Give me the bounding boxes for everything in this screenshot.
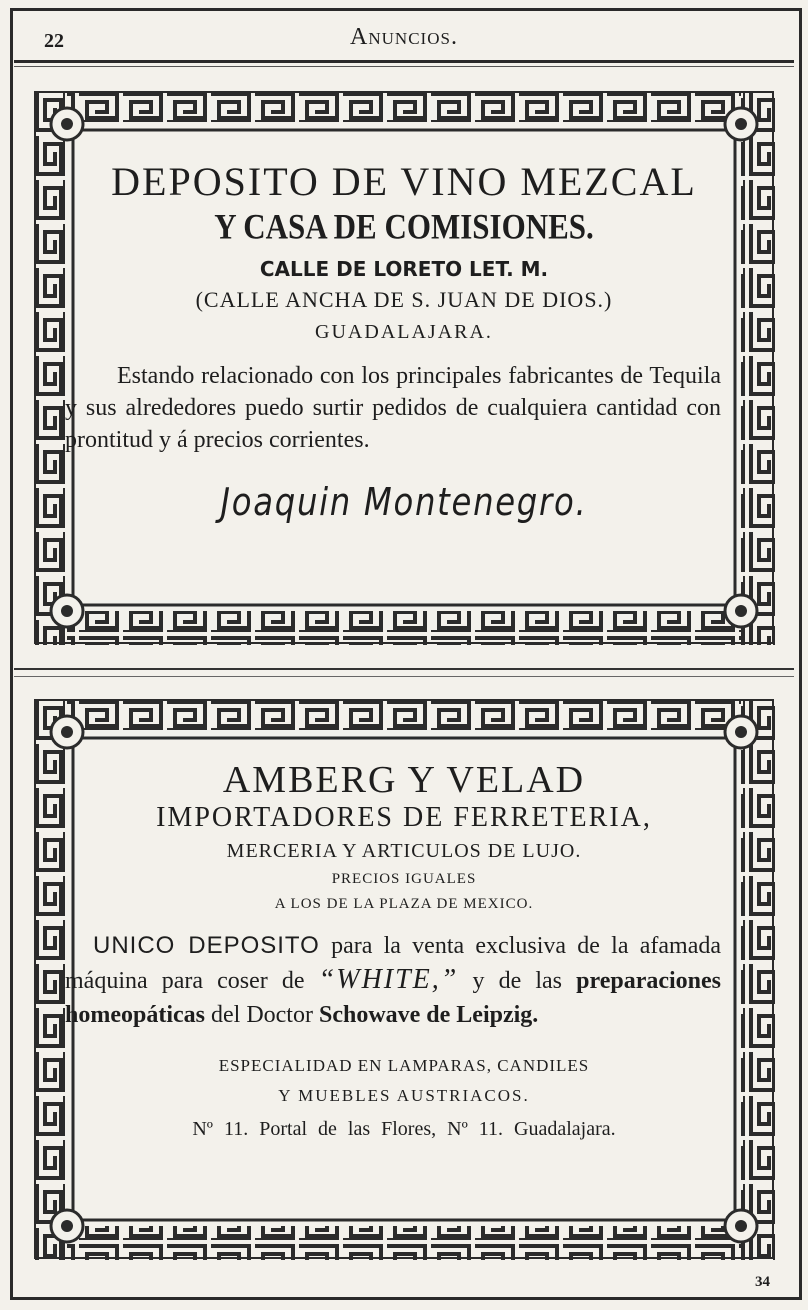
advertisement-mezcal	[33, 90, 775, 645]
ad-specialty-1: ESPECIALIDAD EN LAMPARAS, CANDILES	[218, 1056, 590, 1075]
ad-title: DEPOSITO DE VINO MEZCAL	[111, 159, 697, 204]
ad-title: AMBERG Y VELAD	[222, 759, 586, 801]
ad-body	[65, 140, 721, 595]
ad-body-part-2: y de las	[472, 968, 563, 994]
ad-body-bold-2: Schowave de Leipzig.	[318, 1002, 539, 1028]
ad-paragraph	[65, 929, 721, 1032]
ad-body-bold-1: preparaciones homeopáticas	[65, 968, 722, 1028]
ad-body-brand: “WHITE,”	[318, 964, 459, 995]
ad-body-caps: UNICO DEPOSITO	[93, 932, 320, 959]
ad-paragraph: Estando relacionado con los principales fabricantes de Tequila y sus alrededores puedo surtir pedidos de cualquiera cantidad con prontitud y á precios corrientes.	[65, 363, 721, 453]
ad-prices-line-1: PRECIOS IGUALES	[331, 871, 477, 887]
ad-subtitle: IMPORTADORES DE FERRETERIA,	[156, 802, 652, 833]
ad-city: GUADALAJARA.	[315, 321, 493, 343]
ad-divider-thin	[14, 676, 794, 677]
ad-divider	[14, 668, 794, 670]
ad-specialty-2: Y MUEBLES AUSTRIACOS.	[278, 1086, 530, 1105]
ad-address: Nº 11. Portal de las Flores, Nº 11. Guadalajara.	[192, 1118, 616, 1140]
ad-body-part-3: del Doctor	[211, 1002, 313, 1028]
ad-prices-line-2: A LOS DE LA PLAZA DE MEXICO.	[274, 896, 534, 912]
page-header	[14, 18, 794, 58]
header-rule	[14, 60, 794, 63]
footer-number: 34	[755, 1274, 770, 1290]
advertisement-amberg-velad	[33, 698, 775, 1260]
ad-signature: Joaquin Montenegro.	[220, 480, 588, 524]
ad-street-alt: (CALLE ANCHA DE S. JUAN DE DIOS.)	[195, 287, 613, 312]
running-head: Anuncios.	[350, 24, 458, 50]
bottom-rule	[10, 1297, 802, 1300]
ad-body-part-1: para la venta exclusiva de la afamada máquina para coser de	[65, 933, 721, 994]
page-number: 22	[44, 30, 64, 52]
header-rule-thin	[14, 66, 794, 67]
ad-street: CALLE DE LORETO LET. M.	[259, 257, 549, 281]
ad-body	[65, 748, 722, 1210]
ad-subtitle: Y CASA DE COMISIONES.	[214, 206, 594, 247]
ad-subtitle-2: MERCERIA Y ARTICULOS DE LUJO.	[226, 840, 582, 862]
